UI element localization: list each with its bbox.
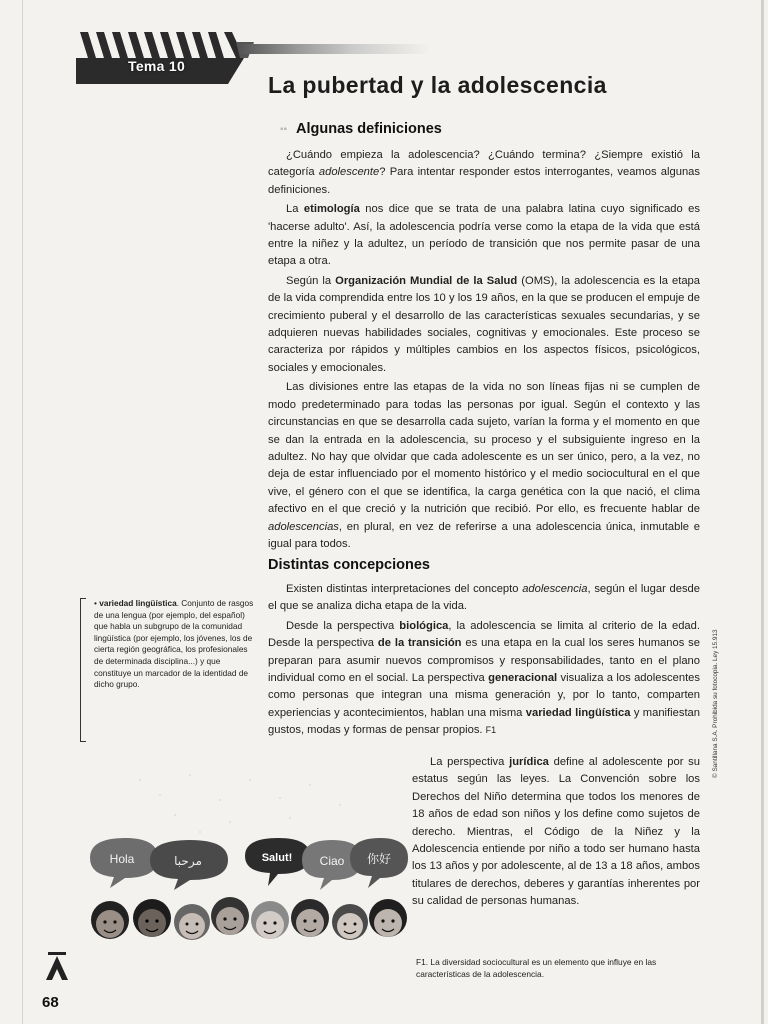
child-4 [211,897,249,935]
bullet-icon: • [94,598,97,608]
section-marker-icon: ▪▪ [280,124,288,135]
svg-text:مرحبا: مرحبا [174,854,202,868]
glossary-term: variedad lingüística [99,598,177,608]
svg-text:Hola: Hola [109,852,135,866]
child-2 [133,899,171,937]
child-3 [174,904,210,940]
speech-bubble-2 [150,840,228,890]
child-7 [332,904,368,940]
page-number: 68 [42,994,59,1011]
section-heading-concepciones: Distintas concepciones [268,557,430,573]
tema-label: Tema 10 [128,58,186,74]
publisher-logo-icon [44,950,70,982]
figure-illustration [80,760,410,950]
child-5 [251,901,289,939]
svg-text:Salut!: Salut! [261,852,293,864]
page-right-edge [761,0,764,1024]
svg-text:你好: 你好 [366,852,392,866]
speech-bubbles [90,838,408,890]
copyright-notice: © Santillana S.A. Prohibida su fotocopia. Ley 15.913 [712,629,719,778]
children-group [91,897,407,940]
page-title: La pubertad y la adolescencia [268,72,607,98]
paragraph: La etimología nos dice que se trata de una palabra latina cuyo significado es 'hacerse adulto'. Así, la adolescencia podría verse como la etapa de la vida que está entre la niñez y la adultez, un período de transición que nos permite pasar de una etapa a otra. [268,203,700,268]
section-definiciones-body [268,147,700,555]
header-streak [240,44,430,54]
figure-caption: F1. La diversidad sociocultural es un elemento que influye en las características de la adolescencia. [416,957,657,979]
figure-reference[interactable]: F1 [485,725,497,736]
speech-bubble-1 [90,838,158,888]
glossary-note [86,598,259,691]
paragraph: La perspectiva jurídica define al adolescente por su estatus según las leyes. La Convención sobre los Derechos del Niño determina que todos los menores de 18 años de edad son niños y los define como sujetos de derecho. Mientras, el Código de la Niñez y la Adolescencia entiende por niño a todo ser humano hasta los 13 años y por adolescente, al de 13 a 18 años, ambos titulares de derechos, deberes y garantías inherentes por su calidad de personas humanas. [412,756,700,908]
child-1 [91,901,129,939]
section-concepciones-body [268,581,700,742]
page-binding-edge [22,0,23,1024]
paragraph: Existen distintas interpretaciones del concepto adolescencia, según el lugar desde el que se analiza dicha etapa de la vida. [268,583,700,613]
glossary-definition: . Conjunto de rasgos de una lengua (por ejemplo, del español) que habla un subgrupo de la comunidad lingüística (por ejemplo, los jóvenes, los de cierta región geográfica, los profesionales de determinada disciplina...) y que constituye un marcador de la identidad de dicho grupo. [94,598,254,690]
paragraph: ¿Cuándo empieza la adolescencia? ¿Cuándo termina? ¿Siempre existió la categoría adolescente? Para intentar responder estos interrogantes, veamos algunas definiciones. [268,149,700,196]
section-juridica-body [412,754,700,911]
header-band [76,28,256,84]
paragraph: Desde la perspectiva biológica, la adolescencia se limita al criterio de la edad. Desde la perspectiva de la transición es una etapa en la cual los seres humanos se preparan para asumir nuevos compromisos y responsabilidades, tanto en el plano individual como en el social. La perspectiva generacional visualiza a los adolescentes como personas que integran una misma generación y, por lo tanto, comparten experiencias y acontecimientos, hablan una misma variedad lingüística y manifiestan gustos, modas y formas de pensar propios. F1 [268,619,701,737]
paragraph: Las divisiones entre las etapas de la vida no son líneas fijas ni se cumplen de modo predeterminado para todas las personas por igual. Según el contexto y las circunstancias en que se desarrolla cada sujeto, varían la forma y el momento en que se dan la entrada en la adolescencia, su proceso y el subsiguiente ingreso en la adultez. No hay que olvidar que cada adolescente es un ser único, pero, a la vez, no deja de estar influenciado por el momento histórico y el medio sociocultural en el que vive, el género con el que se identifica, la carga genética con la que nació, el clima afectivo en el que creció y la nutrición que recibió. Por ello, es frecuente hablar de adolescencias, en plural, en vez de referirse a una adolescencia única, inmutable e igual para todos. [268,381,700,550]
child-8 [369,899,407,937]
svg-text:Ciao: Ciao [319,854,345,868]
speech-bubble-5 [350,838,408,888]
child-6 [291,899,329,937]
section-heading-definiciones: Algunas definiciones [296,121,442,137]
paragraph: Según la Organización Mundial de la Salud (OMS), la adolescencia es la etapa de la vida comprendida entre los 10 y los 19 años, en la que se producen el empuje de crecimiento puberal y el desarrollo de las características sexuales secundarias, y se adquieren nuevas habilidades sociales, cognitivas y emocionales. Este proceso se caracteriza por rápidos y múltiples cambios en los aspectos físicos, psicológicos, sociales y emocionales. [268,274,700,374]
speech-bubble-3 [245,838,310,886]
